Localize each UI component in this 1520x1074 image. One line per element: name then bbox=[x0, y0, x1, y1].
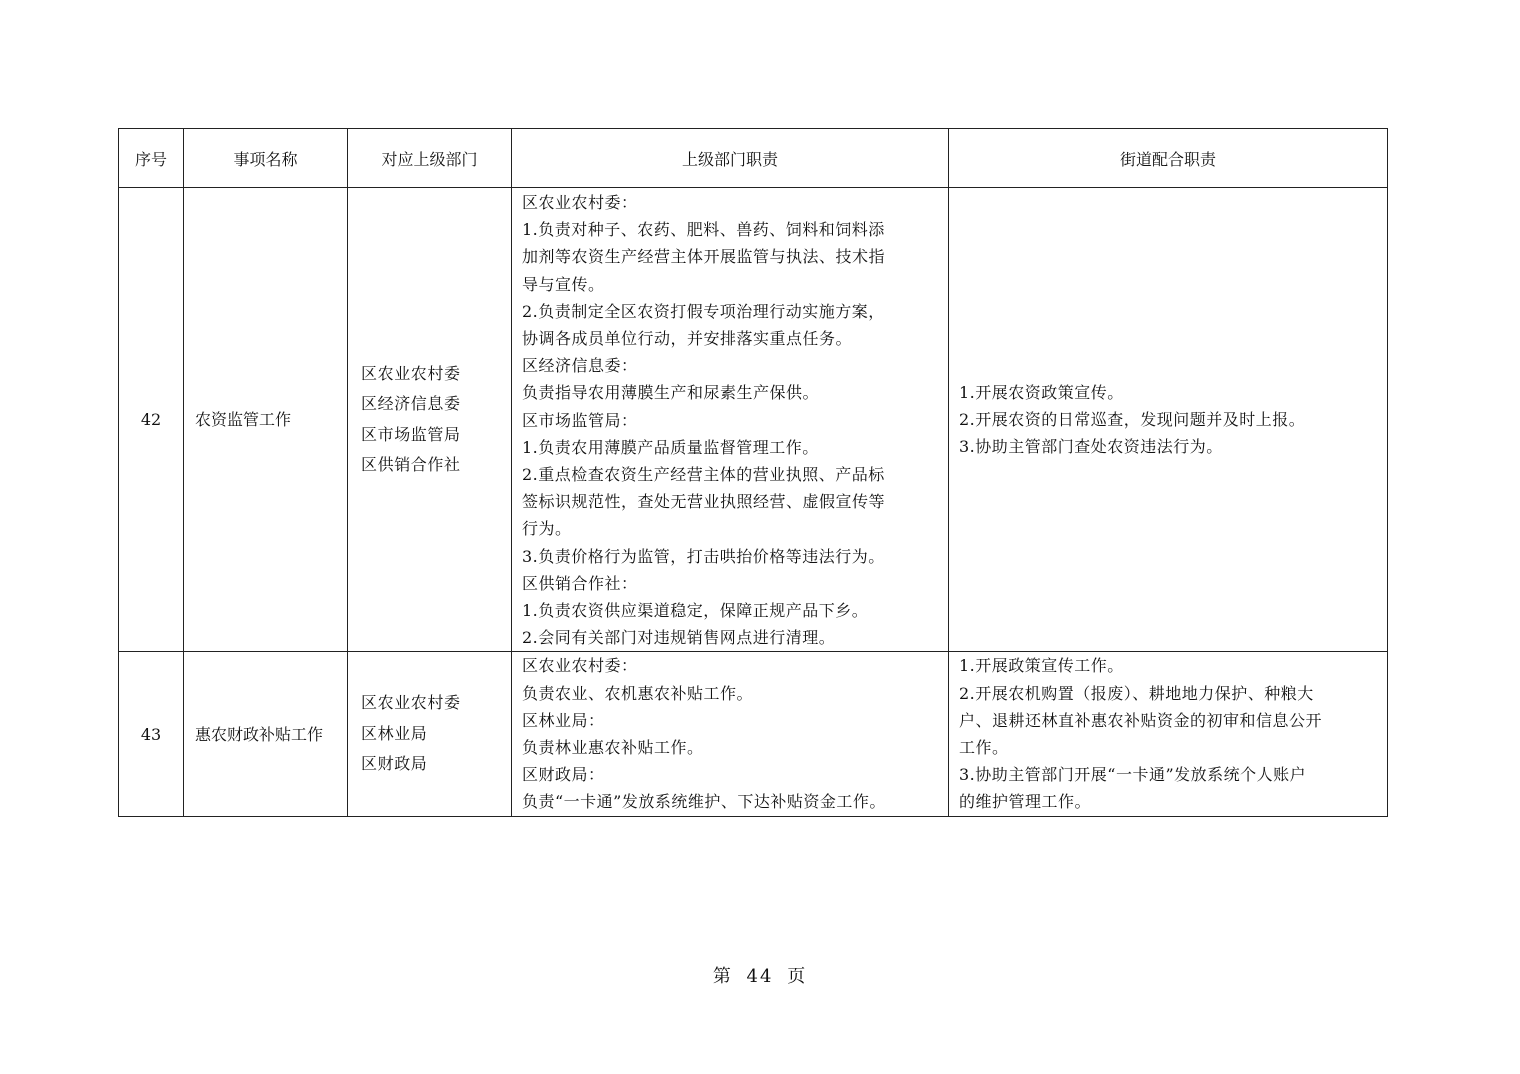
row-street-duties bbox=[949, 652, 1388, 816]
table-row bbox=[119, 652, 1388, 816]
duty-line: 导与宣传。 bbox=[522, 274, 605, 294]
duty-line: 1.负责农用薄膜产品质量监督管理工作。 bbox=[522, 437, 819, 457]
duty-line: 负责林业惠农补贴工作。 bbox=[522, 738, 704, 758]
duty-table bbox=[118, 128, 1388, 817]
header-superior-dept: 对应上级部门 bbox=[348, 129, 512, 188]
row-number: 42 bbox=[119, 188, 184, 652]
duty-line: 负责农业、农机惠农补贴工作。 bbox=[522, 683, 754, 703]
page-number: 44 bbox=[746, 966, 774, 987]
duty-line: 区财政局： bbox=[522, 765, 605, 785]
dept-line: 区财政局 bbox=[361, 754, 428, 774]
row-item-name: 惠农财政补贴工作 bbox=[184, 652, 348, 816]
dept-line: 区农业农村委 bbox=[361, 693, 461, 713]
duty-line: 行为。 bbox=[522, 519, 572, 539]
row-superior-depts bbox=[348, 652, 512, 816]
table-header-row bbox=[119, 129, 1388, 188]
coop-line: 2.开展农资的日常巡查，发现问题并及时上报。 bbox=[959, 410, 1306, 430]
dept-line: 区农业农村委 bbox=[361, 363, 461, 383]
row-number: 43 bbox=[119, 652, 184, 816]
dept-line: 区经济信息委 bbox=[361, 394, 461, 414]
duty-line: 区农业农村委： bbox=[522, 656, 638, 676]
table-row bbox=[119, 188, 1388, 652]
header-street-duties: 街道配合职责 bbox=[949, 129, 1388, 188]
duty-line: 区供销合作社： bbox=[522, 573, 638, 593]
duty-line: 负责“一卡通”发放系统维护、下达补贴资金工作。 bbox=[522, 792, 886, 812]
coop-line: 2.开展农机购置（报废）、耕地地力保护、种粮大 bbox=[959, 683, 1314, 703]
page-prefix: 第 bbox=[712, 966, 733, 987]
duty-line: 签标识规范性，查处无营业执照经营、虚假宣传等 bbox=[522, 492, 886, 512]
dept-line: 区供销合作社 bbox=[361, 455, 461, 475]
coop-line: 3.协助主管部门开展“一卡通”发放系统个人账户 bbox=[959, 765, 1307, 785]
page-suffix: 页 bbox=[787, 966, 808, 987]
coop-line: 工作。 bbox=[959, 738, 1009, 758]
duty-line: 加剂等农资生产经营主体开展监管与执法、技术指 bbox=[522, 247, 886, 267]
duty-line: 1.负责对种子、农药、肥料、兽药、饲料和饲料添 bbox=[522, 220, 885, 240]
row-superior-duties bbox=[512, 188, 949, 652]
row-street-duties bbox=[949, 188, 1388, 652]
duty-line: 2.会同有关部门对违规销售网点进行清理。 bbox=[522, 628, 836, 648]
duty-line: 1.负责农资供应渠道稳定，保障正规产品下乡。 bbox=[522, 601, 869, 621]
duty-line: 区经济信息委： bbox=[522, 356, 638, 376]
header-item-name: 事项名称 bbox=[184, 129, 348, 188]
duty-line: 区市场监管局： bbox=[522, 410, 638, 430]
header-number: 序号 bbox=[119, 129, 184, 188]
duty-line: 区农业农村委： bbox=[522, 193, 638, 212]
duty-line: 3.负责价格行为监管，打击哄抬价格等违法行为。 bbox=[522, 546, 885, 566]
header-superior-duties: 上级部门职责 bbox=[512, 129, 949, 188]
duty-line: 2.重点检查农资生产经营主体的营业执照、产品标 bbox=[522, 465, 885, 485]
dept-line: 区市场监管局 bbox=[361, 424, 461, 444]
coop-line: 的维护管理工作。 bbox=[959, 792, 1092, 812]
duty-line: 协调各成员单位行动，并安排落实重点任务。 bbox=[522, 329, 853, 349]
row-item-name: 农资监管工作 bbox=[184, 188, 348, 652]
page-number-footer bbox=[0, 962, 1520, 988]
duty-line: 负责指导农用薄膜生产和尿素生产保供。 bbox=[522, 383, 820, 403]
duty-line: 区林业局： bbox=[522, 710, 605, 730]
dept-line: 区林业局 bbox=[361, 723, 428, 743]
row-superior-duties bbox=[512, 652, 949, 816]
coop-line: 1.开展农资政策宣传。 bbox=[959, 382, 1124, 402]
duty-line: 2.负责制定全区农资打假专项治理行动实施方案， bbox=[522, 301, 885, 321]
coop-line: 户、退耕还林直补惠农补贴资金的初审和信息公开 bbox=[959, 710, 1323, 730]
coop-line: 3.协助主管部门查处农资违法行为。 bbox=[959, 437, 1223, 457]
coop-line: 1.开展政策宣传工作。 bbox=[959, 656, 1124, 676]
row-superior-depts bbox=[348, 188, 512, 652]
